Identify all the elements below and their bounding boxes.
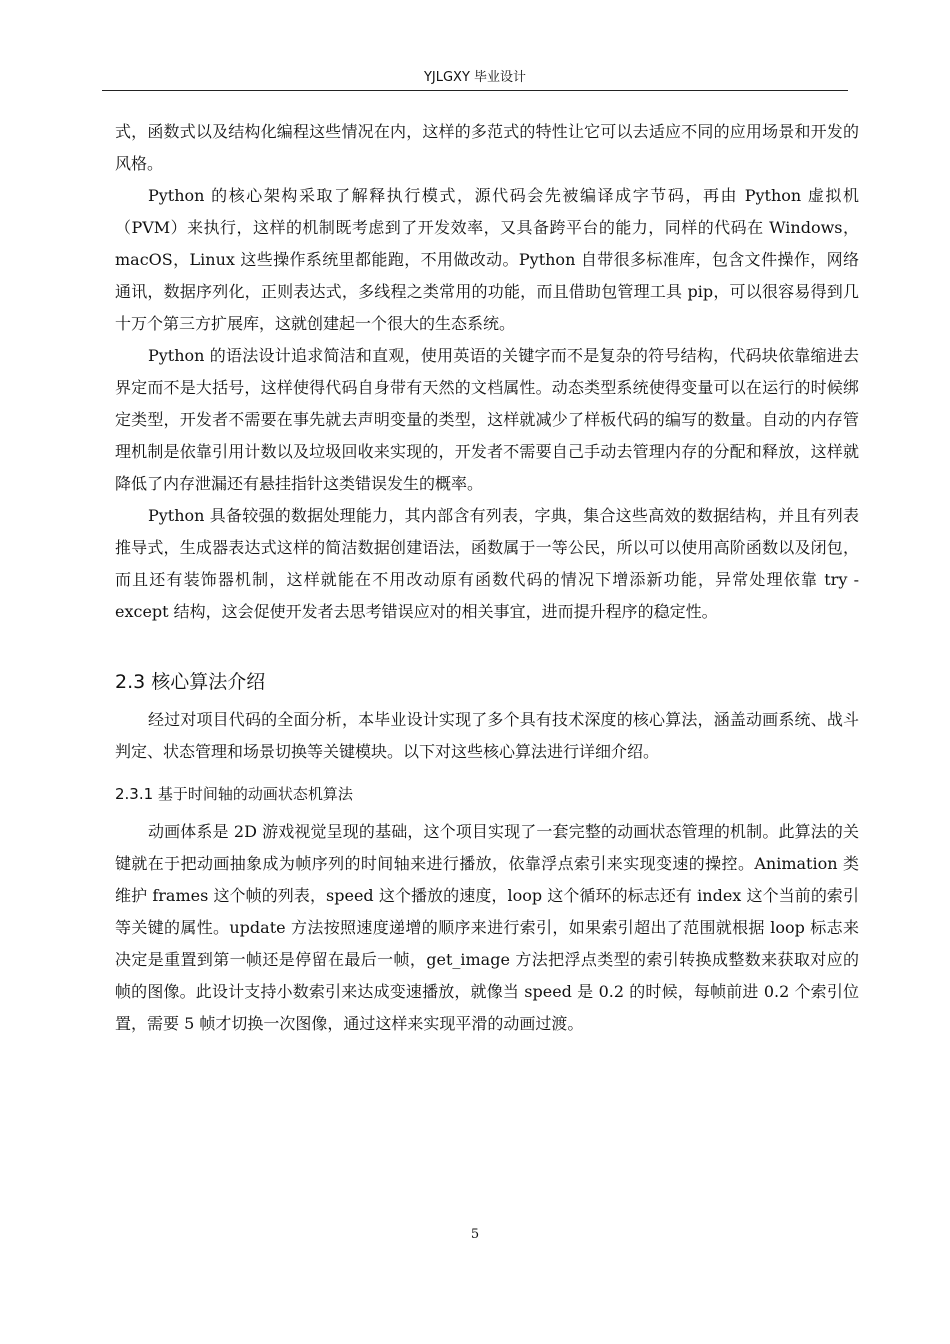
page-content [115, 116, 859, 1040]
paragraph-python-architecture: Python 的核心架构采取了解释执行模式，源代码会先被编译成字节码，再由 Python 虚拟机（PVM）来执行，这样的机制既考虑到了开发效率，又具备跨平台的能力，同样的代码在 Windows，macOS，Linux 这些操作系统里都能跑，不用做改动。Python 自带很多标准库，包含文件操作，网络通讯，数据序列化，正则表达式，多线程之类常用的功能，而且借助包管理工具 pip，可以很容易得到几十万个第三方扩展库，这就创建起一个很大的生态系统。 [115, 186, 859, 333]
section-heading: 2.3 核心算法介绍 [115, 671, 266, 693]
subsection-heading: 2.3.1 基于时间轴的动画状态机算法 [115, 785, 353, 803]
page-header: YJLGXY 毕业设计 [102, 70, 848, 91]
page-number: 5 [470, 1227, 480, 1242]
paragraph-python-data-processing: Python 具备较强的数据处理能力，其内部含有列表，字典，集合这些高效的数据结构，并且有列表推导式，生成器表达式这样的简洁数据创建语法，函数属于一等公民，所以可以使用高阶函数以及闭包，而且还有装饰器机制，这样就能在不用改动原有函数代码的情况下增添新功能，异常处理依靠 try - except 结构，这会促使开发者去思考错误应对的相关事宜，进而提升程序的稳定性。 [115, 506, 859, 621]
paragraph-python-syntax: Python 的语法设计追求简洁和直观，使用英语的关键字而不是复杂的符号结构，代码块依靠缩进去界定而不是大括号，这样使得代码自身带有天然的文档属性。动态类型系统使得变量可以在运行的时候绑定类型，开发者不需要在事先就去声明变量的类型，这样就减少了样板代码的编写的数量。自动的内存管理机制是依靠引用计数以及垃圾回收来实现的，开发者不需要自己手动去管理内存的分配和释放，这样就降低了内存泄漏还有悬挂指针这类错误发生的概率。 [115, 346, 859, 493]
paragraph-continuation: 式，函数式以及结构化编程这些情况在内，这样的多范式的特性让它可以去适应不同的应用场景和开发的风格。 [115, 122, 859, 173]
paragraph-animation-algorithm: 动画体系是 2D 游戏视觉呈现的基础，这个项目实现了一套完整的动画状态管理的机制。此算法的关键就在于把动画抽象成为帧序列的时间轴来进行播放，依靠浮点索引来实现变速的操控。Animation 类维护 frames 这个帧的列表，speed 这个播放的速度，loop 这个循环的标志还有 index 这个当前的索引等关键的属性。update 方法按照速度递增的顺序来进行索引，如果索引超出了范围就根据 loop 标志来决定是重置到第一帧还是停留在最后一帧，get_image 方法把浮点类型的索引转换成整数来获取对应的帧的图像。此设计支持小数索引来达成变速播放，就像当 speed 是 0.2 的时候，每帧前进 0.2 个索引位置，需要 5 帧才切换一次图像，通过这样来实现平滑的动画过渡。 [115, 822, 859, 1033]
paragraph-section-intro: 经过对项目代码的全面分析，本毕业设计实现了多个具有技术深度的核心算法，涵盖动画系统、战斗判定、状态管理和场景切换等关键模块。以下对这些核心算法进行详细介绍。 [115, 710, 859, 761]
